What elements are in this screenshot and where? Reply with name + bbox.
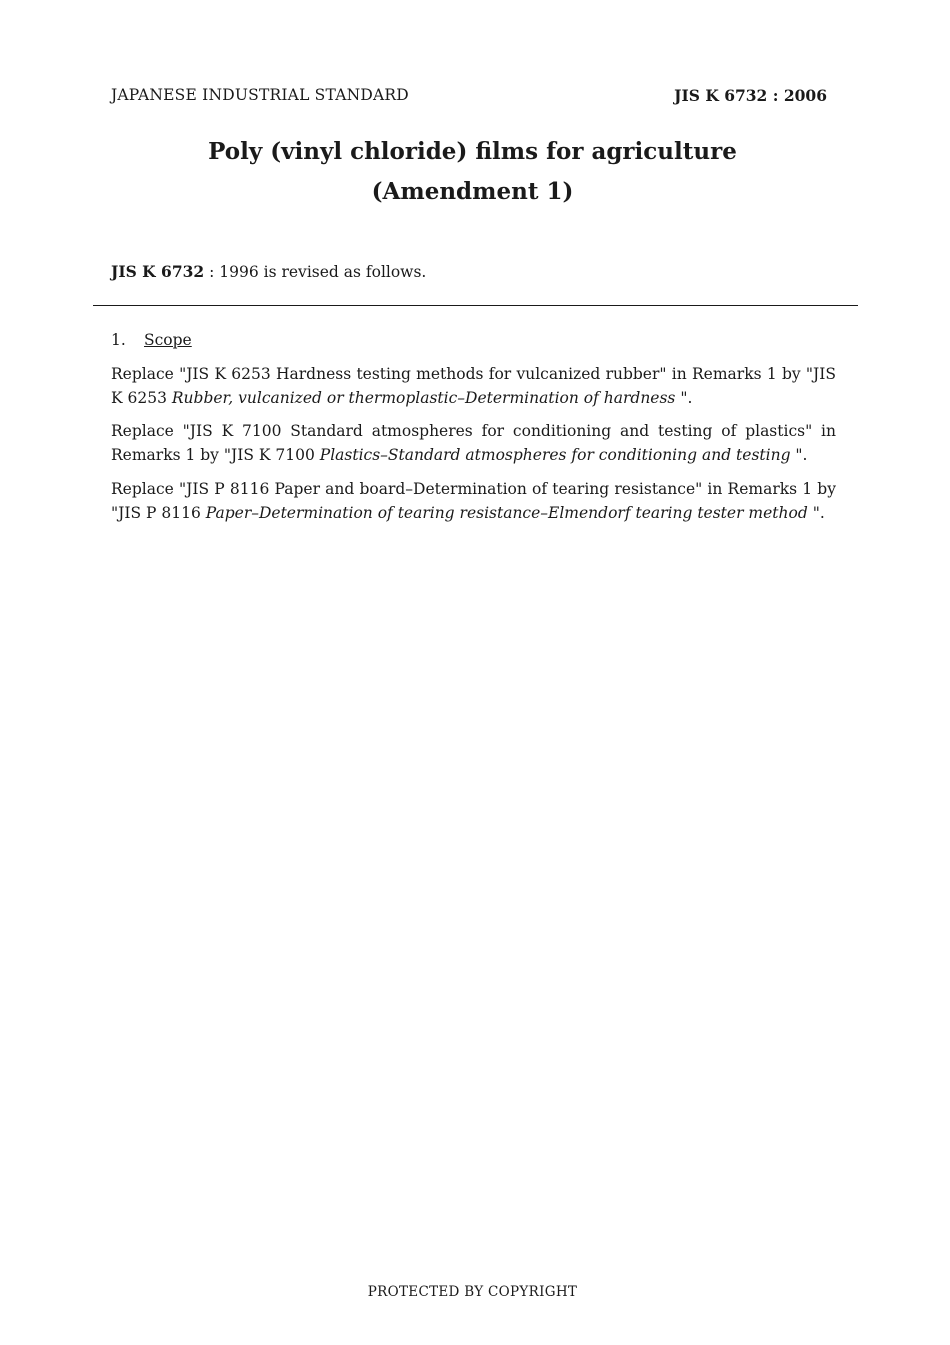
paragraph <box>111 362 836 410</box>
paragraph-italic-title: Paper–Determination of tearing resistance–Elmendorf tearing tester method <box>205 504 808 522</box>
paragraph <box>111 477 836 525</box>
revision-statement <box>111 262 426 281</box>
section-title: Scope <box>144 331 192 349</box>
paragraph <box>111 419 836 467</box>
section-number: 1. <box>111 331 126 349</box>
header-standard-number: JIS K 6732 : 2006 <box>674 86 827 105</box>
paragraph-text: Replace "JIS K 7100 Standard atmospheres for conditioning and testing of plastics" in Remarks 1 by "JIS K 7100 <box>111 422 836 464</box>
paragraph-tail: ". <box>675 389 693 407</box>
paragraph-text: Replace "JIS K 6253 Hardness testing methods for vulcanized rubber" in Remarks 1 by "JIS K 6253 <box>111 365 836 407</box>
paragraph-tail: ". <box>790 446 808 464</box>
divider <box>93 305 858 306</box>
paragraph-text: Replace "JIS P 8116 Paper and board–Determination of tearing resistance" in Remarks 1 by "JIS P 8116 <box>111 480 836 522</box>
header-standard-type: JAPANESE INDUSTRIAL STANDARD <box>111 86 409 104</box>
revision-text: : 1996 is revised as follows. <box>204 263 427 281</box>
revision-standard: JIS K 6732 <box>111 262 205 281</box>
paragraph-italic-title: Plastics–Standard atmospheres for conditioning and testing <box>319 446 791 464</box>
document-title: Poly (vinyl chloride) films for agriculture <box>208 138 737 165</box>
section-heading <box>111 331 192 349</box>
paragraph-italic-title: Rubber, vulcanized or thermoplastic–Determination of hardness <box>171 389 676 407</box>
copyright-footer: PROTECTED BY COPYRIGHT <box>367 1284 578 1300</box>
document-subtitle: (Amendment 1) <box>371 178 574 205</box>
paragraph-tail: ". <box>807 504 825 522</box>
